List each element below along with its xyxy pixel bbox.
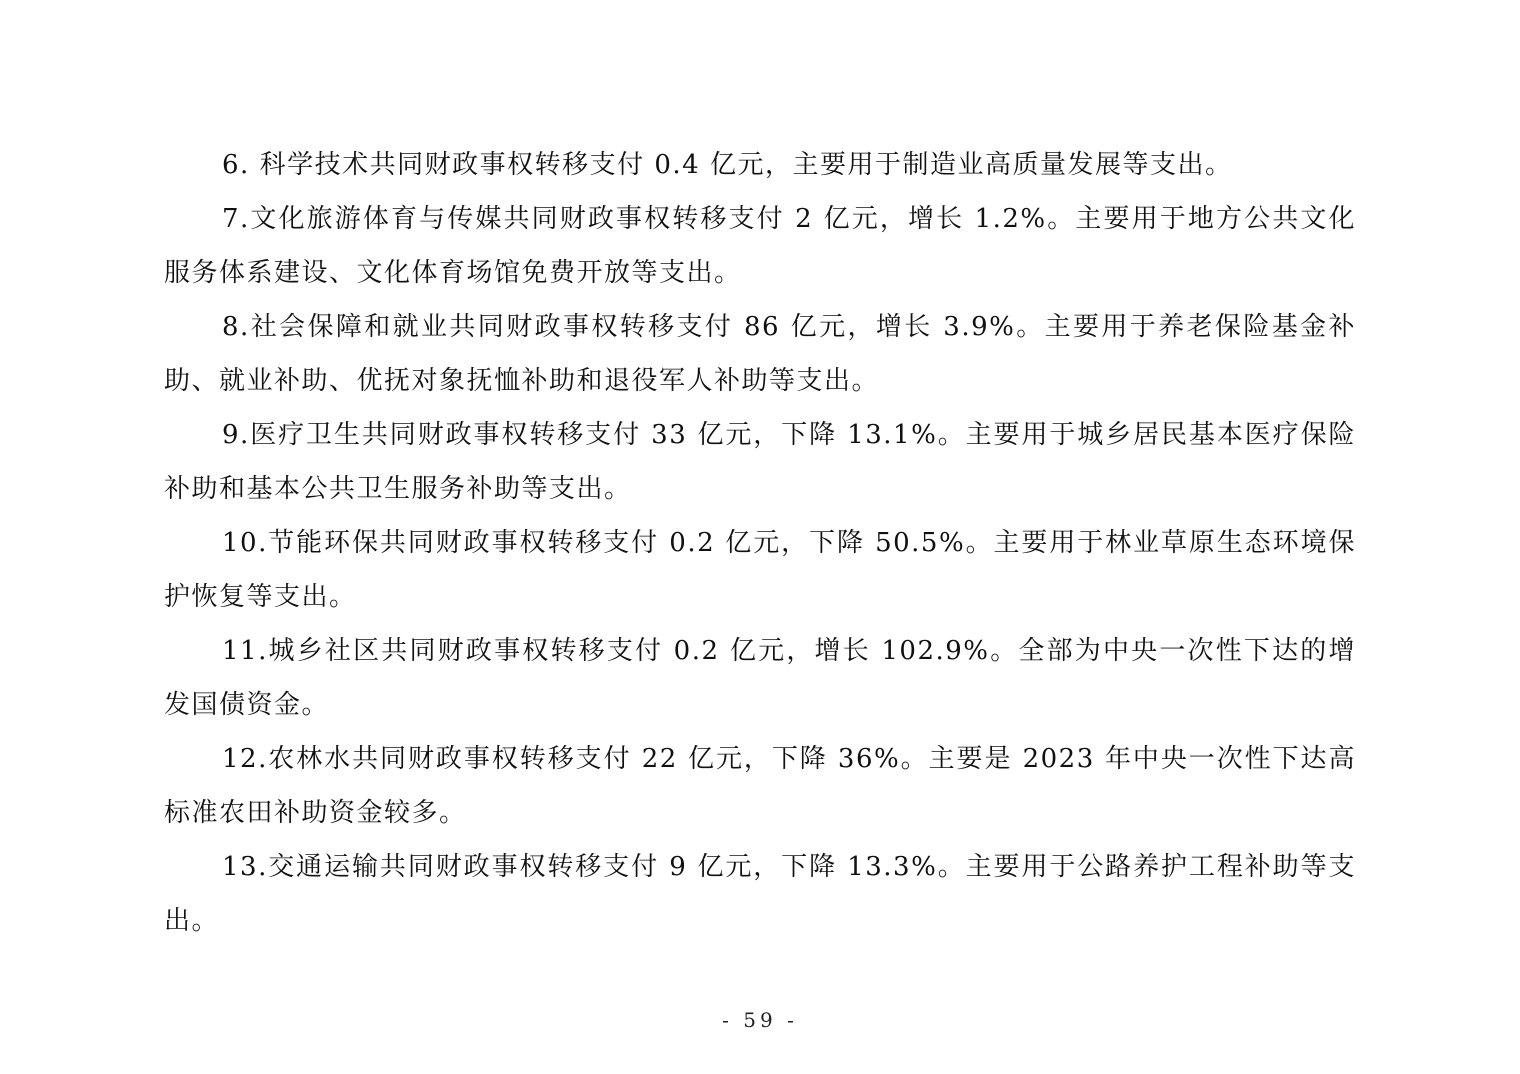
paragraph-item-8: 8.社会保障和就业共同财政事权转移支付 86 亿元，增长 3.9%。主要用于养老保险基金补助、就业补助、优抚对象抚恤补助和退役军人补助等支出。	[164, 312, 1356, 396]
page-number: - 59 -	[722, 1008, 798, 1032]
paragraph-item-12: 12.农林水共同财政事权转移支付 22 亿元，下降 36%。主要是 2023 年中央一次性下达高标准农田补助资金较多。	[164, 744, 1356, 828]
paragraph-item-13: 13.交通运输共同财政事权转移支付 9 亿元，下降 13.3%。主要用于公路养护工程补助等支出。	[164, 852, 1356, 936]
paragraph-item-6: 6. 科学技术共同财政事权转移支付 0.4 亿元，主要用于制造业高质量发展等支出。	[222, 150, 1233, 180]
paragraph-item-9: 9.医疗卫生共同财政事权转移支付 33 亿元，下降 13.1%。主要用于城乡居民基本医疗保险补助和基本公共卫生服务补助等支出。	[164, 420, 1356, 504]
paragraph-item-7: 7.文化旅游体育与传媒共同财政事权转移支付 2 亿元，增长 1.2%。主要用于地方公共文化服务体系建设、文化体育场馆免费开放等支出。	[164, 204, 1356, 288]
paragraph-item-10: 10.节能环保共同财政事权转移支付 0.2 亿元，下降 50.5%。主要用于林业草原生态环境保护恢复等支出。	[164, 528, 1356, 612]
paragraph-item-11: 11.城乡社区共同财政事权转移支付 0.2 亿元，增长 102.9%。全部为中央一次性下达的增发国债资金。	[164, 636, 1356, 720]
document-body	[164, 138, 1356, 948]
